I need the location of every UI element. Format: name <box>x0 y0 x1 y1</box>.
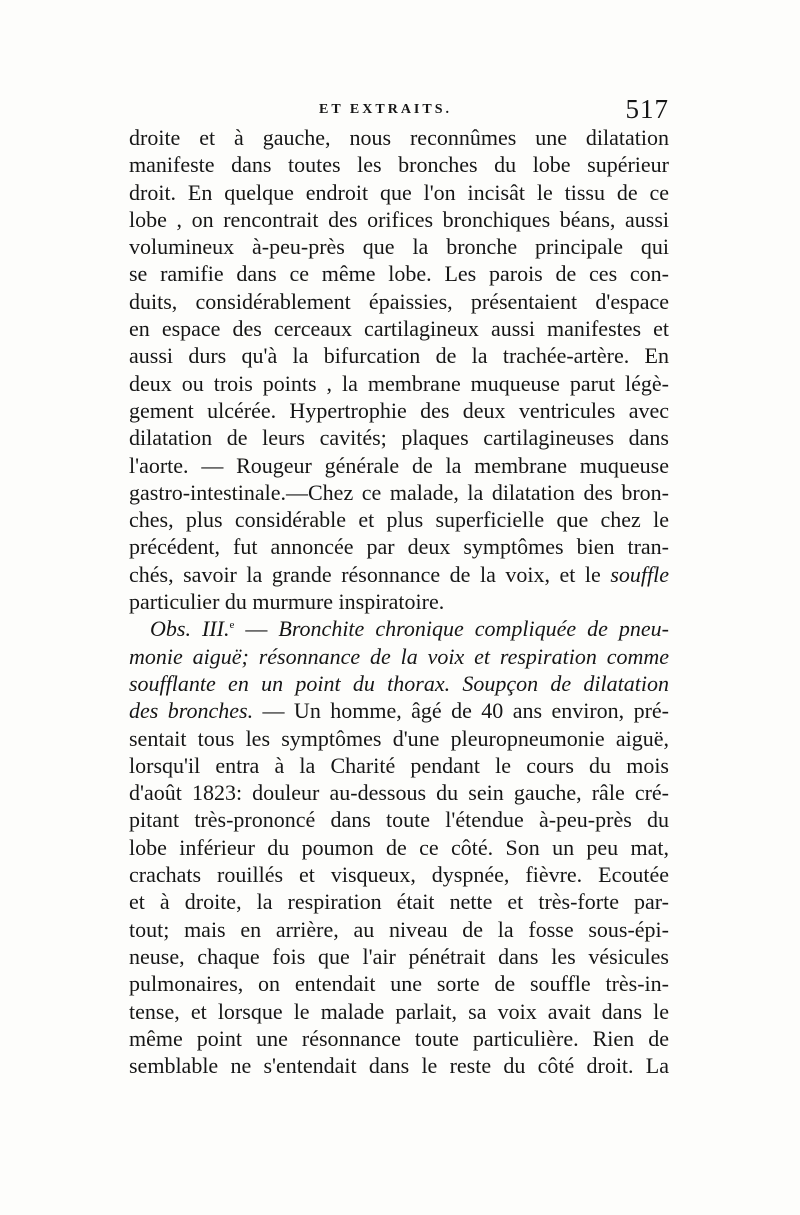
observation-heading-line: Obs. III.$^e$ — Bronchite chronique compliquée de pneu- <box>150 616 669 642</box>
text-line: même point une résonnance toute particulière. Rien de <box>129 1025 669 1051</box>
text-line: précédent, fut annoncée par deux symptômes bien tran- <box>129 534 669 560</box>
text-line: l'aorte. — Rougeur générale de la membrane muqueuse <box>129 452 669 478</box>
text-line: crachats rouillés et visqueux, dyspnée, fièvre. Ecoutée <box>129 862 669 888</box>
text-line: gement ulcérée. Hypertrophie des deux ventricules avec <box>129 397 669 423</box>
text-line: droite et à gauche, nous reconnûmes une dilatation <box>129 125 669 150</box>
text-line: chés, savoir la grande résonnance de la voix, et le souffle <box>129 561 669 587</box>
text-line: lobe inférieur du poumon de ce côté. Son un peu mat, <box>129 834 669 860</box>
text-line: dilatation de leurs cavités; plaques cartilagineuses dans <box>129 425 669 451</box>
text-line: et à droite, la respiration était nette et très-forte par- <box>129 889 669 915</box>
text-line: en espace des cerceaux cartilagineux aussi manifestes et <box>129 316 669 342</box>
running-title: ET EXTRAITS. <box>319 102 453 117</box>
observation-label: Obs. III. <box>150 616 230 642</box>
text-line: pulmonaires, on entendait une sorte de souffle très-in- <box>129 971 669 997</box>
text-line: ches, plus considérable et plus superficielle que chez le <box>129 507 669 533</box>
text-line: manifeste dans toutes les bronches du lobe supérieur <box>129 152 669 178</box>
text-line: d'août 1823: douleur au-dessous du sein gauche, râle cré- <box>129 780 669 806</box>
text-line: des bronches. — Un homme, âgé de 40 ans environ, pré- <box>129 698 669 724</box>
text-line: deux ou trois points , la membrane muqueuse parut légè- <box>129 370 669 396</box>
text-line: se ramifie dans ce même lobe. Les parois de ces con- <box>129 261 669 287</box>
text-line: droit. En quelque endroit que l'on incisât le tissu de ce <box>129 179 669 205</box>
observation-title-part: Bronchite chronique compliquée de pneu- <box>278 616 669 642</box>
text-line: duits, considérablement épaissies, présentaient d'espace <box>129 288 669 314</box>
page-number: 517 <box>625 94 669 124</box>
text-line: semblable ne s'entendait dans le reste du côté droit. La <box>129 1053 669 1079</box>
text-line: tout; mais en arrière, au niveau de la fosse sous-épi- <box>129 916 669 942</box>
text-line: tense, et lorsque le malade parlait, sa voix avait dans le <box>129 998 669 1024</box>
text-line: sentait tous les symptômes d'une pleuropneumonie aiguë, <box>129 725 669 751</box>
text-line: volumineux à-peu-près que la bronche principale qui <box>129 234 669 260</box>
text-line: lobe , on rencontrait des orifices bronchiques béans, aussi <box>129 206 669 232</box>
text-line: lorsqu'il entra à la Charité pendant le cours du mois <box>129 752 669 778</box>
text-line: gastro-intestinale.—Chez ce malade, la dilatation des bron- <box>129 479 669 505</box>
text-line: particulier du murmure inspiratoire. <box>129 589 445 615</box>
italic-word-souffle: souffle <box>610 561 669 587</box>
body-text <box>129 124 669 1079</box>
observation-title-line: monie aiguë; résonnance de la voix et respiration comme <box>129 643 669 669</box>
text-line: pitant très-prononcé dans toute l'étendue à-peu-près du <box>129 807 669 833</box>
observation-superscript: e <box>229 619 235 632</box>
observation-title-line: soufflante en un point du thorax. Soupçon de dilatation <box>129 670 669 696</box>
text-line: neuse, chaque fois que l'air pénétrait dans les vésicules <box>129 943 669 969</box>
text-line: aussi durs qu'à la bifurcation de la trachée-artère. En <box>129 343 669 369</box>
observation-title-end: des bronches. <box>129 698 254 724</box>
